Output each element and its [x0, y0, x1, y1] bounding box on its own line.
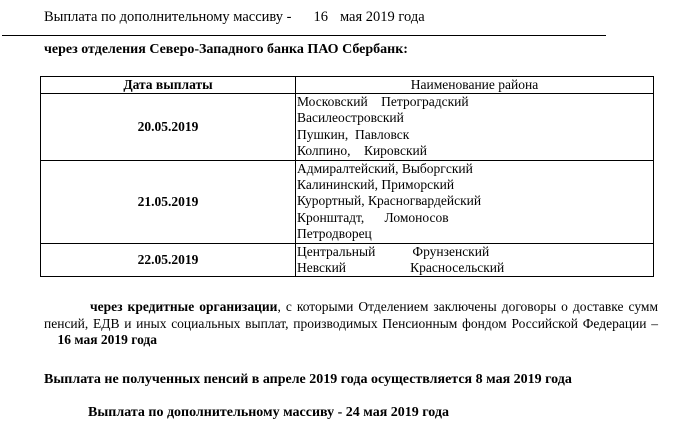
- header-prefix: Выплата по дополнительному массиву -: [44, 9, 292, 25]
- district-line: Курортный, Красногвардейский: [297, 193, 482, 209]
- credit-lead: через кредитные организации: [90, 299, 278, 314]
- header-day: 16: [313, 9, 328, 25]
- payment-date: 20.05.2019: [41, 94, 296, 161]
- payment-schedule-table: [40, 76, 654, 277]
- table-body: [41, 94, 654, 277]
- table-row: [41, 94, 654, 161]
- district-line: Василеостровский: [297, 110, 404, 126]
- district-line: Невский Красносельский: [297, 259, 505, 275]
- credit-organizations-paragraph: [44, 299, 658, 349]
- column-header-date: Дата выплаты: [41, 77, 296, 94]
- table-row: [41, 243, 654, 277]
- district-line: Петродворец: [297, 226, 372, 242]
- district-line: Московский Петроградский: [297, 94, 469, 109]
- branch-heading: через отделения Северо-Западного банка ПАО Сбербанк:: [44, 42, 408, 57]
- district-list: [296, 94, 654, 161]
- additional-payment-line: Выплата по дополнительному массиву - 24 мая 2019 года: [88, 405, 449, 420]
- table-row: [41, 160, 654, 243]
- credit-date: 16 мая 2019 года: [57, 332, 158, 347]
- district-line: Пушкин, Павловск: [297, 126, 410, 142]
- district-line: Адмиралтейский, Выборгский: [297, 160, 473, 176]
- table-header-row: [41, 77, 654, 94]
- header-month-year: мая 2019 года: [339, 9, 425, 25]
- divider-rule: [2, 35, 606, 36]
- district-line: Центральный Фрунзенский: [297, 243, 490, 259]
- unreceived-pensions-line: Выплата не полученных пенсий в апреле 2019 года осуществляется 8 мая 2019 года: [44, 372, 572, 387]
- district-line: Колпино, Кировский: [297, 143, 427, 159]
- payment-date: 22.05.2019: [41, 243, 296, 277]
- district-list: [296, 160, 654, 243]
- credit-body: , с которыми Отделением заключены договоры о доставке сумм пенсий, ЕДВ и иных социальных выплат, производимых Пенсионным фондом Российской Федерации –: [44, 299, 659, 331]
- district-line: Калининский, Приморский: [297, 176, 455, 192]
- district-list: [296, 243, 654, 277]
- header-line: [44, 9, 425, 26]
- column-header-district: Наименование района: [296, 77, 654, 94]
- payment-date: 21.05.2019: [41, 160, 296, 243]
- district-line: Кронштадт, Ломоносов: [297, 209, 449, 225]
